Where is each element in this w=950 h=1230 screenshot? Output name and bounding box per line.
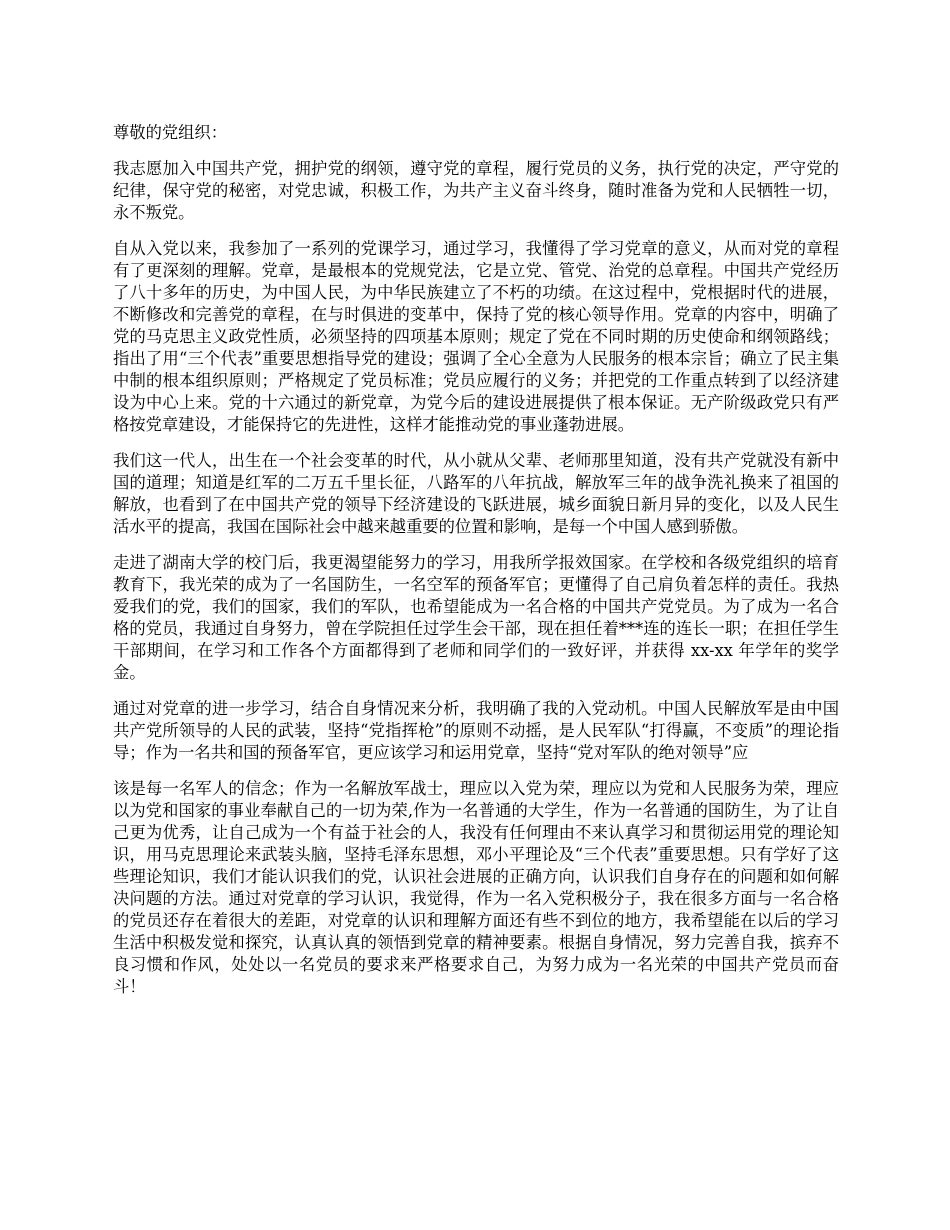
paragraph-party-constitution: 自从入党以来，我参加了一系列的党课学习，通过学习，我懂得了学习党章的意义，从而对党的章程有了更深刻的理解。党章，是最根本的党规党法，它是立党、管党、治党的总章程。中国共产党经历了八十多年的历史，为中国人民，为中华民族建立了不朽的功绩。在这过程中，党根据时代的进展，不断修改和完善党的章程，在与时俱进的变革中，保持了党的核心领导作用。党章的内容中，明确了党的马克思主义政党性质，必须坚持的四项基本原则；规定了党在不同时期的历史使命和纲领路线；指出了用“三个代表”重要思想指导党的建设；强调了全心全意为人民服务的根本宗旨；确立了民主集中制的根本组织原则；严格规定了党员标准；党员应履行的义务；并把党的工作重点转到了以经济建设为中心上来。党的十六通过的新党章，为党今后的建设进展提供了根本保证。无产阶级政党只有严格按党章建设，才能保持它的先进性，这样才能推动党的事业蓬勃进展。: [113, 239, 839, 434]
salutation: 尊敬的党组织：: [113, 123, 227, 142]
document-page: [113, 122, 839, 1012]
paragraph-motivation: 通过对党章的进一步学习，结合自身情况来分析，我明确了我的入党动机。中国人民解放军是由中国共产党所领导的人民的武装，坚持“党指挥枪”的原则不动摇，是人民军队“打得赢，不变质”的理论指导；作为一名共和国的预备军官，更应该学习和运用党章，坚持“党对军队的绝对领导”应: [113, 699, 839, 762]
paragraph-generation: 我们这一代人，出生在一个社会变革的时代，从小就从父辈、老师那里知道，没有共产党就没有新中国的道理；知道是红军的二万五千里长征，八路军的八年抗战，解放军三年的战争洗礼换来了祖国的解放，也看到了在中国共产党的领导下经济建设的飞跃进展，城乡面貌日新月异的变化，以及人民生活水平的提高，我国在国际社会中越来越重要的位置和影响，是每一个中国人感到骄傲。: [113, 451, 839, 536]
paragraph-pledge: 我志愿加入中国共产党，拥护党的纲领，遵守党的章程，履行党员的义务，执行党的决定，严守党的纪律，保守党的秘密，对党忠诚，积极工作，为共产主义奋斗终身，随时准备为党和人民牺牲一切，永不叛党。: [113, 159, 839, 222]
paragraph-university: 走进了湖南大学的校门后，我更渴望能努力的学习，用我所学报效国家。在学校和各级党组织的培育教育下，我光荣的成为了一名国防生，一名空军的预备军官；更懂得了自己肩负着怎样的责任。我热爱我们的党，我们的国家，我们的军队，也希望能成为一名合格的中国共产党党员。为了成为一名合格的党员，我通过自身努力，曾在学院担任过学生会干部，现在担任着***连的连长一职；在担任学生干部期间，在学习和工作各个方面都得到了老师和同学们的一致好评，并获得 xx-xx 年学年的奖学金。: [113, 553, 839, 682]
paragraph-conclusion: 该是每一名军人的信念；作为一名解放军战士，理应以入党为荣，理应以为党和人民服务为荣，理应以为党和国家的事业奉献自己的一切为荣,作为一名普通的大学生，作为一名普通的国防生，为了让自己更为优秀，让自己成为一个有益于社会的人，我没有任何理由不来认真学习和贯彻运用党的理论知识，用马克思理论来武装头脑，坚持毛泽东思想，邓小平理论及“三个代表”重要思想。只有学好了这些理论知识，我们才能认识我们的党，认识社会进展的正确方向，认识我们自身存在的问题和如何解决问题的方法。通过对党章的学习认识，我觉得，作为一名入党积极分子，我在很多方面与一名合格的党员还存在着很大的差距，对党章的认识和理解方面还有些不到位的地方，我希望能在以后的学习生活中积极发觉和探究，认真认真的领悟到党章的精神要素。根据自身情况，努力完善自我，摈弃不良习惯和作风，处处以一名党员的要求来严格要求自己，为努力成为一名光荣的中国共产党员而奋斗！: [113, 779, 839, 996]
